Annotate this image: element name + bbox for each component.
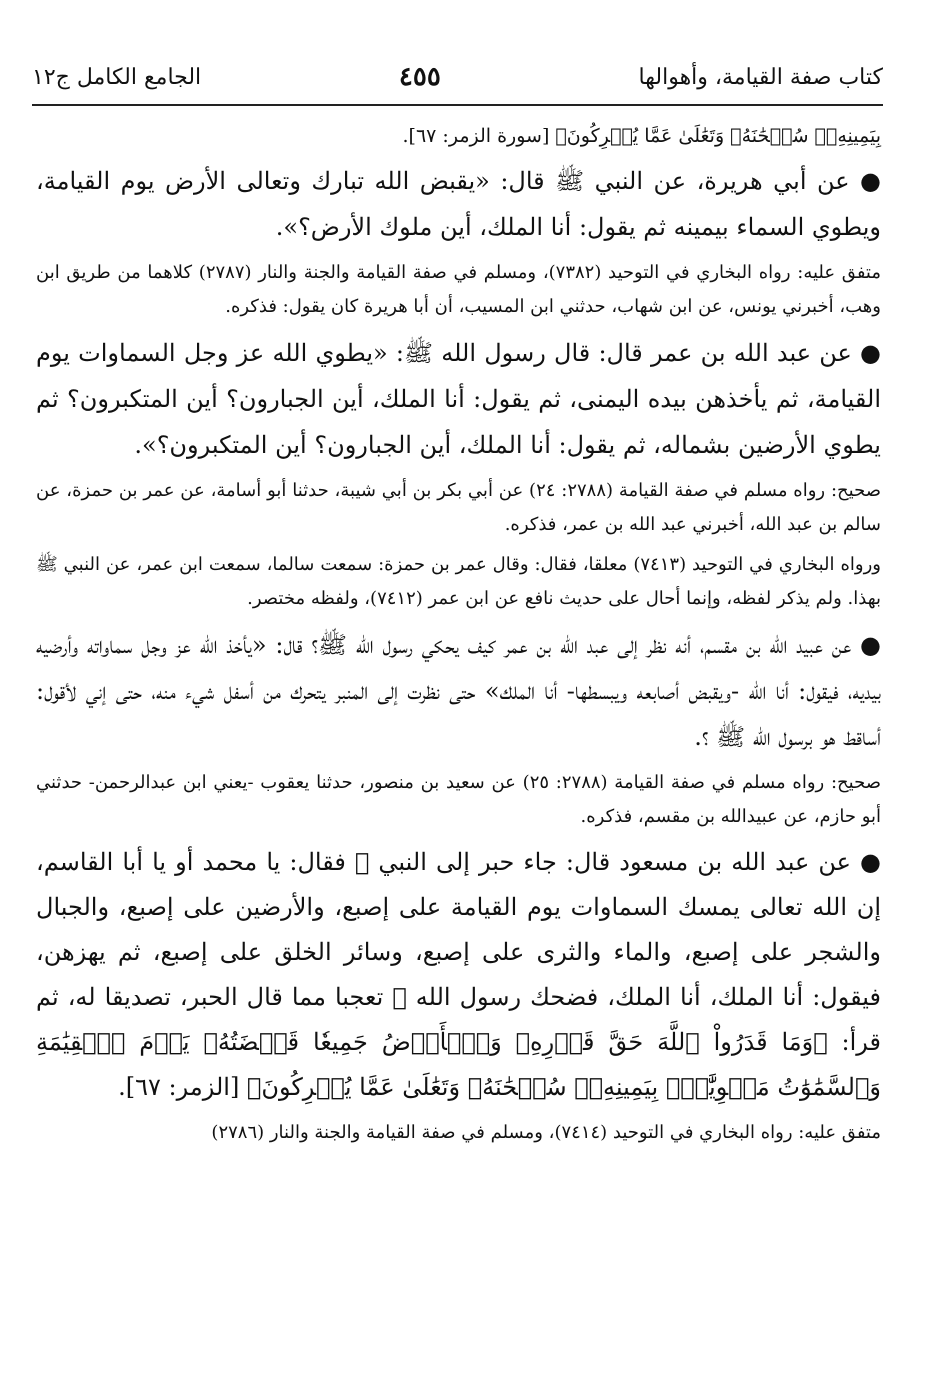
header-rule: [32, 104, 883, 106]
page-header: [32, 54, 883, 100]
chapter-title: كتاب صفة القيامة، وأهوالها: [638, 64, 883, 90]
takhrij-note: متفق عليه: رواه البخاري في التوحيد (٧٣٨٢)، ومسلم في صفة القيامة والجنة والنار (٢٧٨٧) كلاهما من طريق ابن وهب، أخبرني يونس، عن ابن شهاب، حدثني ابن المسيب، أن أبا هريرة كان يقول: فذكره.: [36, 262, 881, 317]
page-number: ٤٥٥: [398, 62, 441, 92]
verse-continuation: بِيَمِينِهِۦۚ سُبۡحَٰنَهُۥ وَتَعَٰلَىٰ عَمَّا يُشۡرِكُونَ﴾ [سورة الزمر: ٦٧].: [402, 125, 881, 147]
takhrij-note: صحيح: رواه مسلم في صفة القيامة (٢٧٨٨: ٢٥) عن سعيد بن منصور، حدثنا يعقوب -يعني ابن عبدالرحمن- حدثني أبو حازم، عن عبيدالله بن مقسم، فذكره.: [36, 772, 881, 827]
hadith-ibn-umar: ● عن عبد الله بن عمر قال: قال رسول الله ﷺ: «يطوي الله عز وجل السماوات يوم القيامة، ثم يأخذهن بيده اليمنى، ثم يقول: أنا الملك، أين الجبارون؟ أين المتكبرون؟ ثم يطوي الأرضين بشماله، ثم يقول: أنا الملك، أين الجبارون؟ أين المتكبرون؟».: [36, 339, 881, 459]
page-body: [36, 118, 881, 1156]
book-title: الجامع الكامل ج١٢: [32, 64, 202, 90]
hadith-abu-hurayra: ● عن أبي هريرة، عن النبي ﷺ قال: «يقبض الله تبارك وتعالى الأرض يوم القيامة، ويطوي السماء بيمينه ثم يقول: أنا الملك، أين ملوك الأرض؟».: [36, 167, 881, 241]
hadith-ibn-masud: ● عن عبد الله بن مسعود قال: جاء حبر إلى النبي ﷺ فقال: يا محمد أو يا أبا القاسم، إن الله تعالى يمسك السماوات يوم القيامة على إصبع، والأرضين على إصبع، والجبال والشجر على إصبع، والماء والثرى على إصبع، وسائر الخلق على إصبع، ثم يهزهن، فيقول: أنا الملك، أنا الملك، فضحك رسول الله ﷺ تعجبا مما قال الحبر، تصديقا له، ثم قرأ: ﴿وَمَا قَدَرُواْ ٱللَّهَ حَقَّ قَدۡرِهِۦ وَٱلۡأَرۡضُ جَمِيعٗا قَبۡضَتُهُۥ يَوۡمَ ٱلۡقِيَٰمَةِ وَٱلسَّمَٰوَٰتُ مَطۡوِيَّٰتُۢ بِيَمِينِهِۦۚ سُبۡحَٰنَهُۥ وَتَعَٰلَىٰ عَمَّا يُشۡرِكُونَ﴾ [الزمر: ٦٧].: [36, 848, 881, 1101]
takhrij-note: متفق عليه: رواه البخاري في التوحيد (٧٤١٤)، ومسلم في صفة القيامة والجنة والنار (٢٧٨٦): [211, 1122, 881, 1143]
takhrij-note: ورواه البخاري في التوحيد (٧٤١٣) معلقا، فقال: وقال عمر بن حمزة: سمعت سالما، سمعت ابن عمر، عن النبي ﷺ بهذا. ولم يذكر لفظه، وإنما أحال على حديث نافع عن ابن عمر (٧٤١٢)، ولفظه مختصر.: [36, 554, 881, 609]
hadith-ubaydullah-ibn-miqsam: ● عن عبيد الله بن مقسم، أنه نظر إلى عبد الله بن عمر كيف يحكي رسول الله ﷺ؟ قال: «يأخذ الله عز وجل سماواته وأرضيه بيديه، فيقول: أنا الله -ويقبض أصابعه ويبسطها- أنا الملك» حتى نظرت إلى المنبر يتحرك من أسفل شيء منه، حتى إني لأقول: أساقط هو برسول الله ﷺ ؟.: [36, 631, 881, 751]
takhrij-note: صحيح: رواه مسلم في صفة القيامة (٢٧٨٨: ٢٤) عن أبي بكر بن أبي شيبة، حدثنا أبو أسامة، عن عمر بن حمزة، عن سالم بن عبد الله، أخبرني عبد الله بن عمر، فذكره.: [36, 480, 881, 535]
